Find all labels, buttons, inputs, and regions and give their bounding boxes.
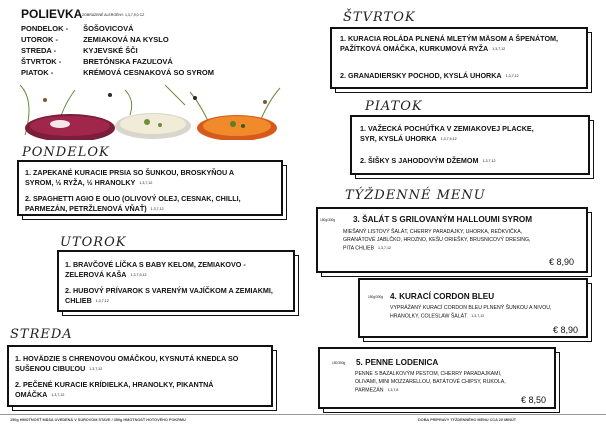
menu-item <box>15 380 250 400</box>
footer-weight-note: 150g HMOTNOSŤ MÄSA UVEDENÁ V SUROVOM STAVE / 350g HMOTNOSŤ HOTOVÉHO POKRMU <box>10 418 186 422</box>
piatok-box <box>350 115 590 175</box>
dish-description <box>343 228 533 252</box>
dish-description-text: MIEŠANÝ LISTOVÝ ŠALÁT, CHERRY PARADAJKY, UHORKA, REĎKVIČKA, GRANÁTOVÉ JABLČKO, HROZNO, KEŠU ORIEŠKY, BRUSNICOVÝ DRESING, PITA CHLIEB <box>343 229 531 252</box>
soup-row <box>21 68 214 77</box>
dish-title: 3. ŠALÁT S GRILOVANÝM HALLOUMI SYROM <box>353 215 533 224</box>
menu-item-text: 1. ZAPEKANÉ KURACIE PRSIA SO ŠUNKOU, BROSKYŇOU A SYROM, ½ RYŽA, ½ HRANOLKY <box>25 168 234 187</box>
piatok-heading: PIATOK <box>365 99 423 114</box>
weekly-dish-box <box>358 278 588 338</box>
allergens: 1,3,7,12 <box>139 181 153 186</box>
menu-item-text: 2. SPAGHETTI AGIO E OLIO (OLIVOVÝ OLEJ, CESNAK, CHILLI, PARMEZÁN, PETRŽLENOVÁ VŇAŤ) <box>25 194 241 213</box>
dish-title: 4. KURACÍ CORDON BLEU <box>390 292 495 301</box>
soup-name: ŠOŠOVICOVÁ <box>83 24 134 33</box>
allergens: 1,3,7,8 <box>387 388 399 392</box>
menu-item-text: 2. ŠIŠKY S JAHODOVÝM DŽEMOM <box>360 156 479 165</box>
menu-item <box>340 34 565 54</box>
soup-row <box>21 35 169 44</box>
soup-name: ZEMIAKOVÁ NA KYSLO <box>83 35 169 44</box>
soup-day: PONDELOK - <box>21 24 69 33</box>
soup-allergens-note: ZOBRAZENÉ ALERGÉNY: 1,3,7,9,0 CZ <box>82 13 145 17</box>
soup-name: KRÉMOVÁ CESNAKOVÁ SO SYROM <box>83 68 214 77</box>
utorok-heading: UTOROK <box>60 235 127 250</box>
dish-weight: 150g/300g <box>320 218 336 222</box>
menu-item <box>15 354 245 374</box>
streda-box <box>7 345 273 407</box>
soup-title: POLIEVKA <box>21 7 83 21</box>
menu-item <box>25 168 250 188</box>
dish-price: € 8,90 <box>548 257 574 267</box>
soup-section <box>0 0 300 140</box>
dish-price: € 8,50 <box>520 395 546 405</box>
menu-item <box>360 124 550 144</box>
menu-item-text: 2. HUBOVÝ PRÍVAROK S VARENÝM VAJÍČKOM A ZEMIAKMI, CHLIEB <box>65 286 273 305</box>
dish-weight: 150/350g <box>332 361 346 365</box>
allergens: 1,3,7,12 <box>150 207 164 212</box>
soup-row <box>21 24 134 33</box>
dish-description <box>390 304 570 320</box>
soup-day: PIATOK - <box>21 68 54 77</box>
utorok-box <box>57 250 295 312</box>
footer-divider <box>0 414 606 415</box>
menu-item-text: 1. VAŽECKÁ POCHÚŤKA V ZEMIAKOVEJ PLACKE, SYR, KYSLÁ UHORKA <box>360 124 534 143</box>
menu-item-text: 2. PEČENÉ KURACIE KRÍDIELKA, HRANOLKY, PIKANTNÁ OMÁČKA <box>15 380 214 399</box>
soup-day: STREDA - <box>21 46 57 55</box>
allergens: 1,3,7,12 <box>492 47 506 52</box>
streda-heading: STREDA <box>10 327 73 342</box>
soup-bowls-image <box>15 80 285 140</box>
menu-item <box>25 194 265 214</box>
weekly-dish-box <box>318 347 556 409</box>
soup-day: UTOROK - <box>21 35 58 44</box>
allergens: 1,3,7,12 <box>471 314 485 318</box>
dish-price: € 8,90 <box>552 325 578 335</box>
allergens: 1,3,7,9,12 <box>440 137 457 142</box>
allergens: 1,3,7,12 <box>482 159 496 164</box>
menu-item <box>65 286 280 306</box>
allergens: 1,3,7,9,12 <box>130 273 147 278</box>
soup-name: KYJEVSKÉ ŠČI <box>83 46 138 55</box>
stvrtok-box <box>330 27 588 89</box>
allergens: 1,3,7,12 <box>378 246 392 250</box>
menu-item <box>340 71 580 81</box>
menu-item <box>65 260 285 280</box>
menu-item <box>360 156 580 166</box>
dish-title: 5. PENNE LODENICA <box>356 358 439 367</box>
soup-day: ŠTVRTOK - <box>21 57 62 66</box>
allergens: 1,3,7,12 <box>51 393 65 398</box>
menu-item-text: 1. KURACIA ROLÁDA PLNENÁ MLETÝM MÄSOM A ŠPENÁTOM, PAŽÍTKOVÁ OMÁČKA, KURKUMOVÁ RYŽA <box>340 34 559 53</box>
menu-item-text: 2. GRANADIERSKY POCHOD, KYSLÁ UHORKA <box>340 71 502 80</box>
pondelok-heading: PONDELOK <box>22 145 110 160</box>
stvrtok-heading: ŠTVRTOK <box>343 10 416 25</box>
allergens: 1,3,7,12 <box>89 367 103 372</box>
footer-prep-note: DOBA PRÍPRAVY TÝŽDENNÉHO MENU CCA 20 MINÚT <box>418 418 517 422</box>
dish-description-text: PENNE S BAZALKOVÝM PESTOM, CHERRY PARADAJKAMI, OLIVAMI, MINI MOZZARELLOU, BATÁTOVÉ CHIPSY, RUKOLA, PARMEZÁN <box>355 371 506 394</box>
allergens: 1,3,7,12 <box>505 74 519 79</box>
soup-row <box>21 57 173 66</box>
dish-weight: 150g/300g <box>368 295 384 299</box>
soup-name: BRETÓNSKA FAZUĽOVÁ <box>83 57 173 66</box>
weekly-dish-box <box>316 207 588 273</box>
menu-item-text: 1. BRAVČOVÉ LÍČKA S BABY KELOM, ZEMIAKOVO - ZELEROVÁ KAŠA <box>65 260 246 279</box>
dish-description-text: VYPRÁŽANÝ KURACÍ CORDON BLEU PLNENÝ ŠUNKOU A NIVOU, HRANOLKY, COLESLAW ŠALÁT <box>390 305 552 320</box>
pondelok-box <box>17 160 283 216</box>
allergens: 1,3,7,12 <box>95 299 109 304</box>
dish-description <box>355 370 515 394</box>
menu-item-text: 1. HOVÄDZIE S CHRENOVOU OMÁČKOU, KYSNUTÁ KNEDĽA SO SUŠENOU CIBUĽOU <box>15 354 239 373</box>
soup-row <box>21 46 138 55</box>
weekly-heading: TÝŽDENNÉ MENU <box>345 188 486 203</box>
